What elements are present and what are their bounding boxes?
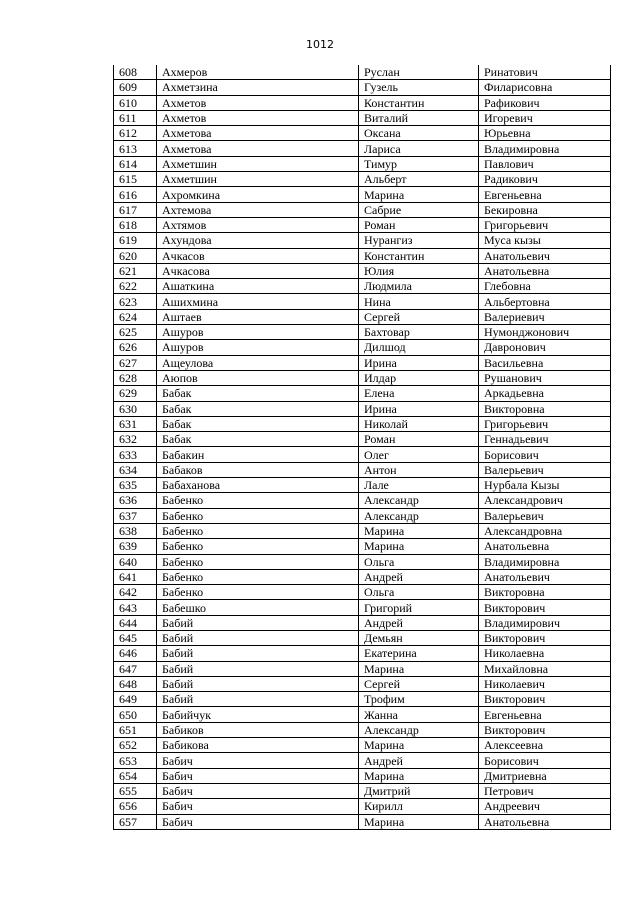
row-number-cell: 615 [114,172,157,187]
patronymic-cell: Павлович [479,156,611,171]
first-name-cell: Александр [359,722,479,737]
last-name-cell: Ахундова [157,233,359,248]
last-name-cell: Бабенко [157,569,359,584]
table-row [114,355,611,370]
last-name-cell: Бабий [157,692,359,707]
first-name-cell: Екатерина [359,646,479,661]
last-name-cell: Бабенко [157,585,359,600]
row-number-cell: 655 [114,783,157,798]
first-name-cell: Александр [359,493,479,508]
last-name-cell: Ахромкина [157,187,359,202]
patronymic-cell: Александровна [479,523,611,538]
row-number-cell: 632 [114,432,157,447]
first-name-cell: Лале [359,478,479,493]
patronymic-cell: Борисович [479,447,611,462]
patronymic-cell: Юрьевна [479,126,611,141]
patronymic-cell: Андреевич [479,799,611,814]
row-number-cell: 631 [114,416,157,431]
last-name-cell: Бабийчук [157,707,359,722]
row-number-cell: 614 [114,156,157,171]
patronymic-cell: Григорьевич [479,416,611,431]
table-row [114,493,611,508]
table-row [114,738,611,753]
patronymic-cell: Радикович [479,172,611,187]
patronymic-cell: Валериевич [479,309,611,324]
row-number-cell: 635 [114,478,157,493]
first-name-cell: Илдар [359,370,479,385]
first-name-cell: Ирина [359,355,479,370]
table-row [114,600,611,615]
last-name-cell: Ашуров [157,340,359,355]
last-name-cell: Бабешко [157,600,359,615]
last-name-cell: Бабий [157,615,359,630]
table-row [114,309,611,324]
patronymic-cell: Викторович [479,630,611,645]
row-number-cell: 646 [114,646,157,661]
row-number-cell: 627 [114,355,157,370]
row-number-cell: 611 [114,110,157,125]
table-row [114,370,611,385]
last-name-cell: Бабикова [157,738,359,753]
row-number-cell: 643 [114,600,157,615]
last-name-cell: Бабич [157,783,359,798]
first-name-cell: Александр [359,508,479,523]
first-name-cell: Дмитрий [359,783,479,798]
last-name-cell: Ашуров [157,325,359,340]
last-name-cell: Бабич [157,753,359,768]
patronymic-cell: Григорьевич [479,217,611,232]
patronymic-cell: Валерьевич [479,462,611,477]
first-name-cell: Сабрие [359,202,479,217]
patronymic-cell: Давронович [479,340,611,355]
first-name-cell: Жанна [359,707,479,722]
patronymic-cell: Викторовна [479,401,611,416]
row-number-cell: 623 [114,294,157,309]
last-name-cell: Бабиков [157,722,359,737]
last-name-cell: Бабич [157,768,359,783]
row-number-cell: 653 [114,753,157,768]
last-name-cell: Бабич [157,799,359,814]
row-number-cell: 649 [114,692,157,707]
last-name-cell: Ахтемова [157,202,359,217]
table-row [114,661,611,676]
first-name-cell: Демьян [359,630,479,645]
first-name-cell: Людмила [359,279,479,294]
first-name-cell: Трофим [359,692,479,707]
table-row [114,814,611,829]
first-name-cell: Елена [359,386,479,401]
table-row [114,692,611,707]
row-number-cell: 650 [114,707,157,722]
first-name-cell: Олег [359,447,479,462]
row-number-cell: 628 [114,370,157,385]
row-number-cell: 629 [114,386,157,401]
last-name-cell: Бабий [157,676,359,691]
last-name-cell: Бабак [157,386,359,401]
patronymic-cell: Альбертовна [479,294,611,309]
table-row [114,523,611,538]
first-name-cell: Николай [359,416,479,431]
first-name-cell: Марина [359,814,479,829]
first-name-cell: Марина [359,768,479,783]
patronymic-cell: Викторовна [479,585,611,600]
last-name-cell: Ачкасова [157,263,359,278]
table-row [114,539,611,554]
last-name-cell: Ачкасов [157,248,359,263]
patronymic-cell: Алексеевна [479,738,611,753]
table-row [114,569,611,584]
last-name-cell: Бабак [157,401,359,416]
row-number-cell: 625 [114,325,157,340]
last-name-cell: Ахметова [157,126,359,141]
patronymic-cell: Владимировна [479,141,611,156]
last-name-cell: Бабак [157,432,359,447]
row-number-cell: 620 [114,248,157,263]
row-number-cell: 637 [114,508,157,523]
patronymic-cell: Анатольевна [479,814,611,829]
table-row [114,202,611,217]
first-name-cell: Константин [359,248,479,263]
first-name-cell: Гузель [359,80,479,95]
patronymic-cell: Муса кызы [479,233,611,248]
table-row [114,462,611,477]
table-row [114,416,611,431]
row-number-cell: 652 [114,738,157,753]
last-name-cell: Бабаханова [157,478,359,493]
patronymic-cell: Анатольевна [479,539,611,554]
first-name-cell: Бахтовар [359,325,479,340]
row-number-cell: 642 [114,585,157,600]
row-number-cell: 633 [114,447,157,462]
first-name-cell: Марина [359,738,479,753]
table-row [114,141,611,156]
table-row [114,248,611,263]
table-row [114,110,611,125]
row-number-cell: 648 [114,676,157,691]
last-name-cell: Ахметшин [157,172,359,187]
patronymic-cell: Ринатович [479,65,611,80]
table-row [114,478,611,493]
patronymic-cell: Петрович [479,783,611,798]
patronymic-cell: Викторович [479,692,611,707]
table-row [114,263,611,278]
table-row [114,585,611,600]
first-name-cell: Андрей [359,753,479,768]
patronymic-cell: Нурбала Кызы [479,478,611,493]
row-number-cell: 651 [114,722,157,737]
row-number-cell: 626 [114,340,157,355]
last-name-cell: Ахметов [157,95,359,110]
table-row [114,707,611,722]
last-name-cell: Бабакин [157,447,359,462]
first-name-cell: Кирилл [359,799,479,814]
patronymic-cell: Анатольевна [479,263,611,278]
table-row [114,95,611,110]
first-name-cell: Виталий [359,110,479,125]
table-row [114,783,611,798]
row-number-cell: 622 [114,279,157,294]
first-name-cell: Ольга [359,585,479,600]
row-number-cell: 608 [114,65,157,80]
row-number-cell: 638 [114,523,157,538]
first-name-cell: Ирина [359,401,479,416]
row-number-cell: 639 [114,539,157,554]
first-name-cell: Юлия [359,263,479,278]
table-row [114,432,611,447]
table-row [114,233,611,248]
row-number-cell: 618 [114,217,157,232]
row-number-cell: 657 [114,814,157,829]
patronymic-cell: Дмитриевна [479,768,611,783]
row-number-cell: 656 [114,799,157,814]
row-number-cell: 647 [114,661,157,676]
first-name-cell: Лариса [359,141,479,156]
row-number-cell: 619 [114,233,157,248]
patronymic-cell: Викторович [479,722,611,737]
last-name-cell: Бабенко [157,523,359,538]
table-row [114,217,611,232]
table-row [114,401,611,416]
table-row [114,80,611,95]
last-name-cell: Бабий [157,646,359,661]
table-row [114,722,611,737]
last-name-cell: Бабий [157,630,359,645]
table-row [114,156,611,171]
table-row [114,172,611,187]
patronymic-cell: Валерьевич [479,508,611,523]
row-number-cell: 654 [114,768,157,783]
patronymic-cell: Игоревич [479,110,611,125]
row-number-cell: 630 [114,401,157,416]
table-row [114,325,611,340]
patronymic-cell: Бекировна [479,202,611,217]
row-number-cell: 634 [114,462,157,477]
patronymic-cell: Александрович [479,493,611,508]
table-row [114,799,611,814]
row-number-cell: 610 [114,95,157,110]
patronymic-cell: Викторович [479,600,611,615]
first-name-cell: Антон [359,462,479,477]
table-row [114,65,611,80]
first-name-cell: Андрей [359,615,479,630]
row-number-cell: 636 [114,493,157,508]
last-name-cell: Аюпов [157,370,359,385]
row-number-cell: 612 [114,126,157,141]
last-name-cell: Бабаков [157,462,359,477]
patronymic-cell: Михайловна [479,661,611,676]
patronymic-cell: Рафикович [479,95,611,110]
last-name-cell: Бабенко [157,539,359,554]
table-row [114,447,611,462]
patronymic-cell: Владимирович [479,615,611,630]
last-name-cell: Ахтямов [157,217,359,232]
first-name-cell: Марина [359,523,479,538]
patronymic-cell: Николаевна [479,646,611,661]
table-row [114,676,611,691]
table-row [114,554,611,569]
last-name-cell: Бабенко [157,493,359,508]
last-name-cell: Ахметзина [157,80,359,95]
table-row [114,615,611,630]
table-row [114,386,611,401]
first-name-cell: Альберт [359,172,479,187]
row-number-cell: 644 [114,615,157,630]
table-row [114,279,611,294]
first-name-cell: Андрей [359,569,479,584]
page-number: 1012 [306,38,334,51]
first-name-cell: Сергей [359,309,479,324]
row-number-cell: 624 [114,309,157,324]
first-name-cell: Ольга [359,554,479,569]
last-name-cell: Бабий [157,661,359,676]
patronymic-cell: Анатольевич [479,569,611,584]
first-name-cell: Роман [359,432,479,447]
patronymic-cell: Нумонджонович [479,325,611,340]
last-name-cell: Ахметов [157,110,359,125]
row-number-cell: 616 [114,187,157,202]
first-name-cell: Сергей [359,676,479,691]
table-row [114,126,611,141]
last-name-cell: Бабенко [157,554,359,569]
last-name-cell: Бабак [157,416,359,431]
patronymic-cell: Николаевич [479,676,611,691]
row-number-cell: 640 [114,554,157,569]
first-name-cell: Марина [359,661,479,676]
table-row [114,646,611,661]
first-name-cell: Марина [359,539,479,554]
row-number-cell: 613 [114,141,157,156]
table-row [114,340,611,355]
patronymic-cell: Геннадьевич [479,432,611,447]
last-name-cell: Ахметшин [157,156,359,171]
row-number-cell: 645 [114,630,157,645]
row-number-cell: 641 [114,569,157,584]
row-number-cell: 609 [114,80,157,95]
table-row [114,753,611,768]
first-name-cell: Оксана [359,126,479,141]
patronymic-cell: Евгеньевна [479,707,611,722]
first-name-cell: Марина [359,187,479,202]
last-name-cell: Ахмеров [157,65,359,80]
row-number-cell: 617 [114,202,157,217]
first-name-cell: Роман [359,217,479,232]
table-row [114,508,611,523]
patronymic-cell: Филарисовна [479,80,611,95]
first-name-cell: Руслан [359,65,479,80]
first-name-cell: Константин [359,95,479,110]
patronymic-cell: Глебовна [479,279,611,294]
last-name-cell: Бабич [157,814,359,829]
table-row [114,768,611,783]
table-row [114,187,611,202]
first-name-cell: Нина [359,294,479,309]
patronymic-cell: Владимировна [479,554,611,569]
patronymic-cell: Евгеньевна [479,187,611,202]
table-row [114,294,611,309]
first-name-cell: Григорий [359,600,479,615]
last-name-cell: Ашаткина [157,279,359,294]
patronymic-cell: Борисович [479,753,611,768]
patronymic-cell: Анатольевич [479,248,611,263]
row-number-cell: 621 [114,263,157,278]
last-name-cell: Ащеулова [157,355,359,370]
patronymic-cell: Аркадьевна [479,386,611,401]
patronymic-cell: Рушанович [479,370,611,385]
last-name-cell: Ашихмина [157,294,359,309]
last-name-cell: Бабенко [157,508,359,523]
last-name-cell: Ахметова [157,141,359,156]
patronymic-cell: Васильевна [479,355,611,370]
last-name-cell: Аштаев [157,309,359,324]
table-body [114,65,611,829]
table-row [114,630,611,645]
first-name-cell: Нурангиз [359,233,479,248]
first-name-cell: Тимур [359,156,479,171]
first-name-cell: Дилшод [359,340,479,355]
names-table [113,65,611,830]
